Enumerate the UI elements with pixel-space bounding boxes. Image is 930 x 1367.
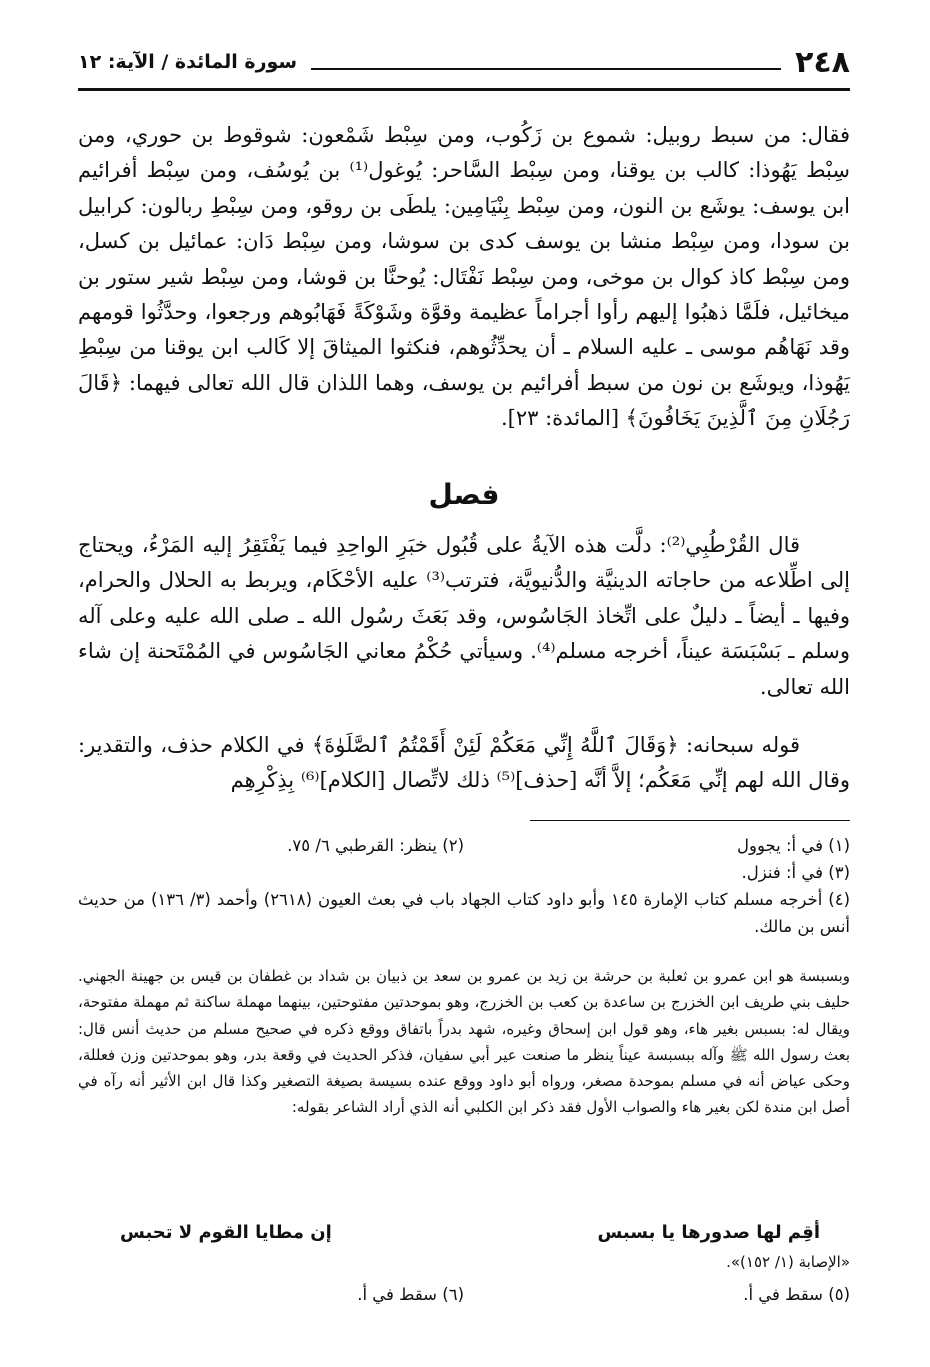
footnote-divider bbox=[530, 820, 850, 821]
footnote-5: (٥) سقط في أ. bbox=[743, 1285, 850, 1304]
footnote-row bbox=[78, 832, 850, 859]
footnote-row-bottom bbox=[78, 1285, 850, 1304]
page-number: ٢٤٨ bbox=[795, 44, 850, 80]
paragraph-text: قوله سبحانه: ﴿وَقَالَ ٱللَّهُ إِنِّي مَعَكُمْ لَئِنْ أَقَمْتُمُ ٱلصَّلَوٰةَ﴾ في الكلام حذف، والتقدير: وقال الله لهم إنِّي مَعَكُم؛ إلاَّ أنَّه [حذف]⁽⁵⁾ ذلك لاتِّصال [الكلام]⁽⁶⁾ بِذِكْرِهِم bbox=[78, 733, 850, 793]
header-rule bbox=[311, 54, 781, 70]
footnote-3: (٣) في أ: فنزل. bbox=[741, 863, 850, 882]
poetry-verse bbox=[120, 1222, 820, 1243]
running-title: سورة المائدة / الآية: ١٢ bbox=[78, 51, 298, 73]
body-paragraph-2 bbox=[78, 528, 850, 705]
page-header bbox=[78, 42, 850, 82]
verse-hemistich-left: إن مطايا القوم لا تحبس bbox=[120, 1222, 332, 1243]
verse-hemistich-right: أقِم لها صدورها يا بسبس bbox=[597, 1222, 820, 1243]
paragraph-text: فقال: من سبط روبيل: شموع بن زَكُوب، ومن سِبْط شَمْعون: شوقوط بن حوري، ومن سِبْط يَهُوذا: كالب بن يوقنا، ومن سِبْط السَّاحر: يُوغول⁽¹⁾ بن يُوسُف، ومن سِبْط أفرائيم ابن يوسف: يوشَع بن النون، ومن سِبْط بِنْيَامِين: يلطَى بن روقو، ومن سِبْطِ ربالون: كرابيل بن سودا، ومن سِبْط منشا بن يوسف كدى بن سوشا، ومن سِبْط دَان: عمائيل بن كسل، ومن سِبْط كاذ كوال بن موخى، ومن سِبْط نَفْتَال: يُوحنَّا بن قوشا، ومن سِبْط شير ستور بن ميخائيل، فلَمَّا ذهبُوا إليهم رأوا أجراماً عظيمة وقوَّة وشَوْكَةً فَهَابُوهم ورجعوا، وحدَّثُوا قومهم وقد نَهَاهُم موسى ـ عليه السلام ـ أن يحدِّثُوهم، فنكثوا الميثاقَ إلا كَالب ابن يوقنا من سِبْطِ يَهُوذا، ويوشَع بن نون من سبط أفرائيم بن يوسف، وهما اللذان قال الله تعالى فيهما: ﴿قَالَ رَجُلَانِ مِنَ ٱلَّذِينَ يَخَافُونَ﴾ [المائدة: ٢٣]. bbox=[78, 123, 850, 431]
footnote-2: (٢) ينظر: القرطبي ٦/ ٧٥. bbox=[287, 836, 464, 855]
footnote-1: (١) في أ: يجوول bbox=[737, 836, 850, 855]
header-divider bbox=[78, 88, 850, 91]
footnote-6: (٦) سقط في أ. bbox=[357, 1285, 464, 1304]
footnote-4-note bbox=[78, 963, 850, 1121]
body-paragraph-3 bbox=[78, 728, 850, 799]
paragraph-text: قال القُرْطُبِي⁽²⁾: دلَّت هذه الآيةُ على قُبُول خبَرِ الواحِدِ فيما يَفْتَقِرُ إليه المَرْءُ، ويحتاج إلى اطِّلاعه من حاجاته الدينيَّة والدُّنيويَّة، فترتب⁽³⁾ عليه الأحْكَام، ويربط به الحلال والحرام، وفيها ـ أيضاً ـ دليلٌ على اتِّخاذ الجَاسُوس، وقد بَعَثَ رسُول الله ـ صلى الله عليه وعلى آله وسلم ـ بَسْبَسَة عيناً، أخرجه مسلم⁽⁴⁾. وسيأتي حُكْمُ معاني الجَاسُوس في المُمْتَحنة إن شاء الله تعالى. bbox=[78, 533, 850, 699]
source-citation: «الإصابة (١/ ١٥٢)». bbox=[726, 1253, 850, 1271]
footnote-note-text: وبسبسة هو ابن عمرو بن ثعلبة بن حرشة بن زيد بن عمرو بن سعد بن ذبيان بن شداد بن غطفان بن قيس بن جهينة الجهني. حليف بني طريف ابن الخزرج بن ساعدة بن كعب بن الخزرج، وهو بموحدتين مفتوحتين، بينهما مهملة ساكنة ثم مهملة مفتوحة، ويقال له: بسبس بغير هاء، وهو قول ابن إسحاق وغيره، شهد بدراً باتفاق ووقع ذكره في صحيح مسلم من حديث أنس قال: بعث رسول الله ﷺ وآله ببسبسة عيناً ينظر ما صنعت عير أبي سفيان، فذكر الحديث في وقعة بدر، وهو بموحدتين وزن فعللة، وحكى عياض أنه في مسلم بموحدة مصغر، ورواه أبو داود ووقع عنده بسيسة بصيغة التصغير وكذا قال ابن الأثير أنه رآه في أصل ابن مندة لكن بغير هاء والصواب الأول فقد ذكر ابن الكلبي أنه الذي أراد الشاعر بقوله: bbox=[78, 967, 850, 1117]
footnotes bbox=[78, 832, 850, 940]
body-paragraph-1 bbox=[78, 118, 850, 437]
section-heading: فصل bbox=[428, 478, 500, 511]
footnote-4: (٤) أخرجه مسلم كتاب الإمارة ١٤٥ وأبو داود كتاب الجهاد باب في بعث العيون (٢٦١٨) وأحمد (٣/ ١٣٦) من حديث أنس بن مالك. bbox=[78, 890, 851, 936]
